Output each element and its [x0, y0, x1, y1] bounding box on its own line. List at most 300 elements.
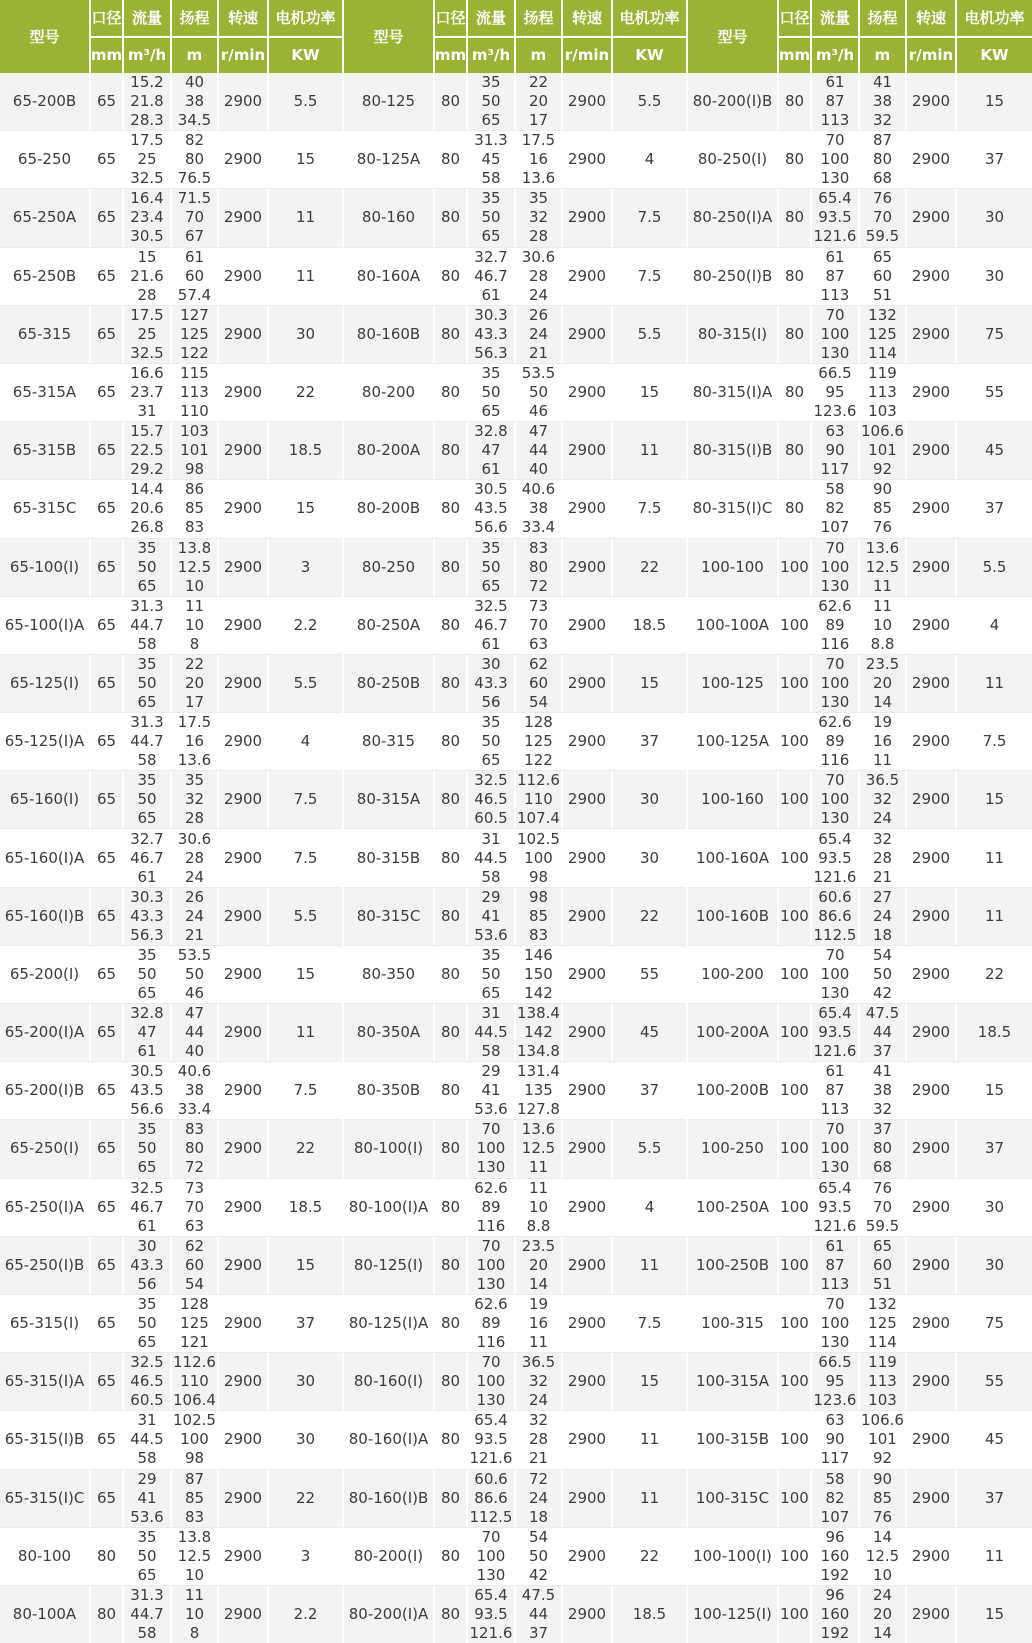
model-cell: 100-125: [688, 655, 777, 712]
speed-cell: 2900: [563, 655, 611, 712]
power-cell: 15: [269, 1237, 342, 1294]
speed-cell: 2900: [563, 539, 611, 596]
header-diameter-unit: mm: [779, 38, 810, 74]
model-cell: 65-125(I): [0, 655, 89, 712]
flow-cell: 35 50 65: [468, 364, 514, 421]
diameter-cell: 65: [91, 189, 122, 246]
flow-cell: 61 87 113: [812, 1062, 858, 1119]
flow-cell: 62.6 89 116: [812, 713, 858, 770]
power-cell: 30: [269, 306, 342, 363]
table-row: [344, 247, 686, 305]
power-cell: 5.5: [269, 888, 342, 945]
flow-cell: 61 87 113: [812, 248, 858, 305]
model-cell: 80-250: [344, 539, 433, 596]
model-cell: 80-315: [344, 713, 433, 770]
table-row: [344, 654, 686, 712]
power-cell: 7.5: [957, 713, 1032, 770]
table-row: [688, 945, 1032, 1003]
header-flow-label: 流量: [124, 0, 170, 36]
table-row: [0, 1410, 342, 1468]
head-cell: 98 85 83: [516, 888, 561, 945]
diameter-cell: 80: [779, 189, 810, 246]
power-cell: 15: [613, 364, 686, 421]
power-cell: 55: [613, 946, 686, 1003]
head-cell: 65 60 51: [860, 248, 905, 305]
speed-cell: 2900: [907, 1470, 955, 1527]
speed-cell: 2900: [219, 1062, 267, 1119]
table-row: [688, 1527, 1032, 1585]
header-flow-unit: m³/h: [812, 38, 858, 74]
diameter-cell: 65: [91, 655, 122, 712]
speed-cell: 2900: [219, 364, 267, 421]
model-cell: 65-160(I)A: [0, 829, 89, 886]
power-cell: 37: [957, 1120, 1032, 1177]
model-cell: 80-250(I)A: [688, 189, 777, 246]
diameter-cell: 100: [779, 1411, 810, 1468]
diameter-cell: 80: [435, 306, 466, 363]
power-cell: 45: [957, 422, 1032, 479]
flow-cell: 70 100 130: [812, 306, 858, 363]
model-cell: 65-200(I)A: [0, 1004, 89, 1061]
power-cell: 55: [957, 1353, 1032, 1410]
table-row: [0, 247, 342, 305]
power-cell: 7.5: [269, 829, 342, 886]
table-row: [344, 421, 686, 479]
head-cell: 23.5 20 14: [860, 655, 905, 712]
header-speed-unit: r/min: [563, 38, 611, 74]
diameter-cell: 100: [779, 1586, 810, 1643]
flow-cell: 35 50 65: [124, 655, 170, 712]
flow-cell: 70 100 130: [812, 539, 858, 596]
head-cell: 119 113 103: [860, 1353, 905, 1410]
diameter-cell: 65: [91, 73, 122, 130]
diameter-cell: 100: [779, 539, 810, 596]
power-cell: 5.5: [613, 1120, 686, 1177]
flow-cell: 35 50 65: [468, 73, 514, 130]
speed-cell: 2900: [907, 655, 955, 712]
header-speed-label: 转速: [219, 0, 267, 36]
flow-cell: 63 90 117: [812, 422, 858, 479]
speed-cell: 2900: [563, 131, 611, 188]
header-flow-label: 流量: [812, 0, 858, 36]
head-cell: 11 10 8: [172, 1586, 217, 1643]
flow-cell: 70 100 130: [812, 771, 858, 828]
power-cell: 4: [269, 713, 342, 770]
power-cell: 11: [269, 189, 342, 246]
model-cell: 65-250(I)B: [0, 1237, 89, 1294]
model-cell: 80-200B: [344, 480, 433, 537]
diameter-cell: 80: [91, 1528, 122, 1585]
power-cell: 15: [957, 1586, 1032, 1643]
diameter-cell: 65: [91, 1062, 122, 1119]
speed-cell: 2900: [563, 1586, 611, 1643]
speed-cell: 2900: [219, 306, 267, 363]
flow-cell: 70 100 130: [812, 946, 858, 1003]
speed-cell: 2900: [907, 422, 955, 479]
head-cell: 86 85 83: [172, 480, 217, 537]
flow-cell: 61 87 113: [812, 73, 858, 130]
table-row: [344, 1585, 686, 1643]
header-power-unit: KW: [613, 38, 686, 74]
model-cell: 65-250A: [0, 189, 89, 246]
flow-cell: 70 100 130: [812, 131, 858, 188]
flow-cell: 17.5 25 32.5: [124, 306, 170, 363]
diameter-cell: 80: [435, 539, 466, 596]
diameter-cell: 80: [435, 1528, 466, 1585]
speed-cell: 2900: [907, 480, 955, 537]
power-cell: 5.5: [269, 655, 342, 712]
header-diameter-label: 口径: [91, 0, 122, 36]
flow-cell: 31 44.5 58: [124, 1411, 170, 1468]
head-cell: 14 12.5 10: [860, 1528, 905, 1585]
table-row: [688, 1585, 1032, 1643]
head-cell: 115 113 110: [172, 364, 217, 421]
diameter-cell: 80: [435, 946, 466, 1003]
head-cell: 54 50 42: [516, 1528, 561, 1585]
header-diameter-label: 口径: [435, 0, 466, 36]
speed-cell: 2900: [219, 1237, 267, 1294]
flow-cell: 35 50 65: [468, 946, 514, 1003]
flow-cell: 65.4 93.5 121.6: [813, 1004, 857, 1061]
speed-cell: 2900: [907, 713, 955, 770]
speed-cell: 2900: [563, 597, 611, 654]
flow-cell: 30.3 43.3 56.3: [468, 306, 514, 363]
flow-cell: 17.5 25 32.5: [124, 131, 170, 188]
speed-cell: 2900: [219, 480, 267, 537]
speed-cell: 2900: [563, 189, 611, 246]
flow-cell: 32.7 46.7 61: [124, 829, 170, 886]
head-cell: 41 38 32: [860, 73, 905, 130]
power-cell: 37: [957, 1470, 1032, 1527]
power-cell: 55: [957, 364, 1032, 421]
table-row: [0, 1585, 342, 1643]
table-row: [688, 1410, 1032, 1468]
flow-cell: 30 43.3 56: [124, 1237, 170, 1294]
head-cell: 32 28 21: [516, 1411, 561, 1468]
diameter-cell: 80: [435, 73, 466, 130]
head-cell: 35 32 28: [516, 189, 561, 246]
head-cell: 73 70 63: [516, 597, 561, 654]
power-cell: 18.5: [269, 422, 342, 479]
head-cell: 47 44 40: [172, 1004, 217, 1061]
table-row: [344, 538, 686, 596]
speed-cell: 2900: [563, 306, 611, 363]
head-cell: 47.5 44 37: [860, 1004, 905, 1061]
model-cell: 65-315C: [0, 480, 89, 537]
flow-cell: 29 41 53.6: [468, 1062, 514, 1119]
table-row: [688, 1003, 1032, 1061]
head-cell: 17.5 16 13.6: [172, 713, 217, 770]
flow-cell: 32.5 46.7 61: [468, 597, 514, 654]
diameter-cell: 80: [779, 364, 810, 421]
model-cell: 80-160B: [344, 306, 433, 363]
head-cell: 76 70 59.5: [860, 189, 905, 246]
speed-cell: 2900: [907, 73, 955, 130]
head-cell: 11 10 8: [172, 597, 217, 654]
power-cell: 30: [957, 189, 1032, 246]
header-diameter-unit: mm: [91, 38, 122, 74]
head-cell: 87 80 68: [860, 131, 905, 188]
flow-cell: 66.5 95 123.6: [813, 364, 857, 421]
diameter-cell: 100: [779, 1470, 810, 1527]
table-row: [688, 538, 1032, 596]
model-cell: 65-100(I): [0, 539, 89, 596]
header-speed-unit: r/min: [907, 38, 955, 74]
table-row: [688, 828, 1032, 886]
table-row: [0, 363, 342, 421]
model-cell: 100-160: [688, 771, 777, 828]
table-row: [344, 828, 686, 886]
model-cell: 80-200: [344, 364, 433, 421]
model-cell: 100-250B: [688, 1237, 777, 1294]
speed-cell: 2900: [907, 597, 955, 654]
model-cell: 80-100: [0, 1528, 89, 1585]
head-cell: 13.6 12.5 11: [516, 1120, 561, 1177]
model-cell: 80-200(I): [344, 1528, 433, 1585]
power-cell: 15: [269, 131, 342, 188]
flow-cell: 62.6 89 116: [812, 597, 858, 654]
model-cell: 80-100(I): [344, 1120, 433, 1177]
head-cell: 132 125 114: [860, 1295, 905, 1352]
table-row: [688, 305, 1032, 363]
speed-cell: 2900: [907, 306, 955, 363]
diameter-cell: 80: [435, 1120, 466, 1177]
diameter-cell: 80: [435, 655, 466, 712]
power-cell: 11: [613, 1411, 686, 1468]
speed-cell: 2900: [907, 1586, 955, 1643]
speed-cell: 2900: [563, 771, 611, 828]
diameter-cell: 100: [779, 655, 810, 712]
power-cell: 15: [613, 655, 686, 712]
power-cell: 18.5: [269, 1179, 342, 1236]
power-cell: 75: [957, 306, 1032, 363]
diameter-cell: 100: [779, 597, 810, 654]
flow-cell: 32.7 46.7 61: [468, 248, 514, 305]
head-cell: 13.8 12.5 10: [172, 539, 217, 596]
flow-cell: 35 50 65: [468, 189, 514, 246]
model-cell: 80-250(I)B: [688, 248, 777, 305]
head-cell: 102.5 100 98: [173, 1411, 216, 1468]
model-cell: 80-350B: [344, 1062, 433, 1119]
table-row: [688, 770, 1032, 828]
table-row: [0, 1178, 342, 1236]
speed-cell: 2900: [563, 480, 611, 537]
diameter-cell: 80: [435, 364, 466, 421]
head-cell: 138.4 142 134.8: [517, 1004, 560, 1061]
model-cell: 65-250(I): [0, 1120, 89, 1177]
model-cell: 80-315(I)B: [688, 422, 777, 479]
diameter-cell: 65: [91, 422, 122, 479]
speed-cell: 2900: [563, 1120, 611, 1177]
head-cell: 37 80 68: [860, 1120, 905, 1177]
diameter-cell: 65: [91, 131, 122, 188]
model-cell: 80-100A: [0, 1586, 89, 1643]
model-cell: 65-315(I)A: [0, 1353, 89, 1410]
table-row: [344, 945, 686, 1003]
speed-cell: 2900: [907, 1062, 955, 1119]
flow-cell: 32.5 46.5 60.5: [124, 1353, 170, 1410]
head-cell: 19 16 11: [860, 713, 905, 770]
diameter-cell: 65: [91, 539, 122, 596]
flow-cell: 15.7 22.5 29.2: [124, 422, 170, 479]
model-cell: 100-315A: [688, 1353, 777, 1410]
head-cell: 36.5 32 24: [516, 1353, 561, 1410]
flow-cell: 30.5 43.5 56.6: [468, 480, 514, 537]
model-cell: 100-200A: [688, 1004, 777, 1061]
diameter-cell: 100: [779, 1295, 810, 1352]
flow-cell: 60.6 86.6 112.5: [469, 1469, 513, 1526]
head-cell: 13.8 12.5 10: [172, 1528, 217, 1585]
diameter-cell: 80: [435, 1004, 466, 1061]
power-cell: 30: [613, 771, 686, 828]
flow-cell: 62.6 89 116: [468, 1179, 514, 1236]
flow-cell: 35 50 65: [468, 539, 514, 596]
model-cell: 80-160(I): [344, 1353, 433, 1410]
speed-cell: 2900: [563, 1062, 611, 1119]
head-cell: 103 101 98: [172, 422, 217, 479]
model-cell: 65-250: [0, 131, 89, 188]
head-cell: 106.6 101 92: [861, 422, 904, 479]
table-row: [344, 770, 686, 828]
table-row: [0, 1119, 342, 1177]
model-cell: 80-350A: [344, 1004, 433, 1061]
table-row: [344, 1469, 686, 1527]
head-cell: 40.6 38 33.4: [516, 480, 561, 537]
head-cell: 26 24 21: [516, 306, 561, 363]
head-cell: 47 44 40: [516, 422, 561, 479]
head-cell: 22 20 17: [516, 73, 561, 130]
flow-cell: 35 50 65: [124, 1295, 170, 1352]
table-row: [344, 1178, 686, 1236]
model-cell: 100-100: [688, 539, 777, 596]
power-cell: 22: [613, 539, 686, 596]
flow-cell: 30 43.3 56: [468, 655, 514, 712]
head-cell: 83 80 72: [516, 539, 561, 596]
power-cell: 3: [269, 539, 342, 596]
model-cell: 80-315(I): [688, 306, 777, 363]
power-cell: 5.5: [613, 306, 686, 363]
speed-cell: 2900: [563, 829, 611, 886]
diameter-cell: 65: [91, 1411, 122, 1468]
model-cell: 100-315: [688, 1295, 777, 1352]
flow-cell: 70 100 130: [812, 655, 858, 712]
power-cell: 5.5: [269, 73, 342, 130]
speed-cell: 2900: [219, 539, 267, 596]
power-cell: 37: [613, 713, 686, 770]
flow-cell: 70 100 130: [468, 1237, 514, 1294]
power-cell: 15: [269, 946, 342, 1003]
speed-cell: 2900: [563, 1295, 611, 1352]
flow-cell: 31.3 44.7 58: [124, 1586, 170, 1643]
table-row: [344, 479, 686, 537]
header-head-label: 扬程: [860, 0, 905, 36]
table-row: [0, 1294, 342, 1352]
power-cell: 15: [613, 1353, 686, 1410]
power-cell: 2.2: [269, 597, 342, 654]
speed-cell: 2900: [907, 131, 955, 188]
speed-cell: 2900: [907, 1004, 955, 1061]
flow-cell: 96 160 192: [812, 1586, 858, 1643]
table-row: [688, 1294, 1032, 1352]
diameter-cell: 65: [91, 946, 122, 1003]
speed-cell: 2900: [219, 1179, 267, 1236]
model-cell: 65-315(I)B: [0, 1411, 89, 1468]
flow-cell: 61 87 113: [812, 1237, 858, 1294]
head-cell: 17.5 16 13.6: [516, 131, 561, 188]
power-cell: 30: [613, 829, 686, 886]
model-cell: 65-315(I)C: [0, 1470, 89, 1527]
power-cell: 11: [613, 1237, 686, 1294]
header-speed-label: 转速: [907, 0, 955, 36]
speed-cell: 2900: [563, 888, 611, 945]
flow-cell: 70 100 130: [468, 1120, 514, 1177]
diameter-cell: 100: [779, 829, 810, 886]
table-row: [688, 1119, 1032, 1177]
head-cell: 19 16 11: [516, 1295, 561, 1352]
table-row: [344, 1410, 686, 1468]
power-cell: 22: [269, 1120, 342, 1177]
head-cell: 53.5 50 46: [172, 946, 217, 1003]
head-cell: 30.6 28 24: [516, 248, 561, 305]
head-cell: 146 150 142: [516, 946, 561, 1003]
table-body: [0, 73, 342, 1643]
model-cell: 65-315: [0, 306, 89, 363]
model-cell: 80-315C: [344, 888, 433, 945]
speed-cell: 2900: [907, 1411, 955, 1468]
model-cell: 80-350: [344, 946, 433, 1003]
head-cell: 90 85 76: [860, 480, 905, 537]
speed-cell: 2900: [907, 1237, 955, 1294]
model-cell: 80-100(I)A: [344, 1179, 433, 1236]
power-cell: 30: [957, 248, 1032, 305]
diameter-cell: 100: [779, 1237, 810, 1294]
power-cell: 11: [957, 888, 1032, 945]
header-power-label: 电机功率: [269, 0, 342, 36]
diameter-cell: 80: [435, 189, 466, 246]
flow-cell: 65.4 93.5 121.6: [469, 1411, 513, 1468]
speed-cell: 2900: [907, 1179, 955, 1236]
header-flow-label: 流量: [468, 0, 514, 36]
flow-cell: 96 160 192: [812, 1528, 858, 1585]
table-row: [0, 945, 342, 1003]
model-cell: 80-160: [344, 189, 433, 246]
model-cell: 100-125A: [688, 713, 777, 770]
speed-cell: 2900: [907, 888, 955, 945]
diameter-cell: 100: [779, 771, 810, 828]
head-cell: 72 24 18: [516, 1470, 561, 1527]
table-row: [344, 596, 686, 654]
header-model: 型号: [0, 0, 89, 73]
model-cell: 100-200B: [688, 1062, 777, 1119]
head-cell: 47.5 44 37: [516, 1586, 561, 1643]
model-cell: 65-125(I)A: [0, 713, 89, 770]
table-row: [0, 1352, 342, 1410]
power-cell: 15: [269, 480, 342, 537]
diameter-cell: 80: [435, 248, 466, 305]
table-row: [0, 538, 342, 596]
power-cell: 30: [957, 1179, 1032, 1236]
head-cell: 106.6 101 92: [861, 1411, 904, 1468]
power-cell: 15: [957, 771, 1032, 828]
diameter-cell: 80: [435, 1179, 466, 1236]
table-row: [0, 596, 342, 654]
diameter-cell: 100: [779, 1062, 810, 1119]
flow-cell: 35 50 65: [124, 1528, 170, 1585]
table-row: [0, 421, 342, 479]
model-cell: 65-200B: [0, 73, 89, 130]
diameter-cell: 65: [91, 1470, 122, 1527]
model-cell: 80-200(I)B: [688, 73, 777, 130]
